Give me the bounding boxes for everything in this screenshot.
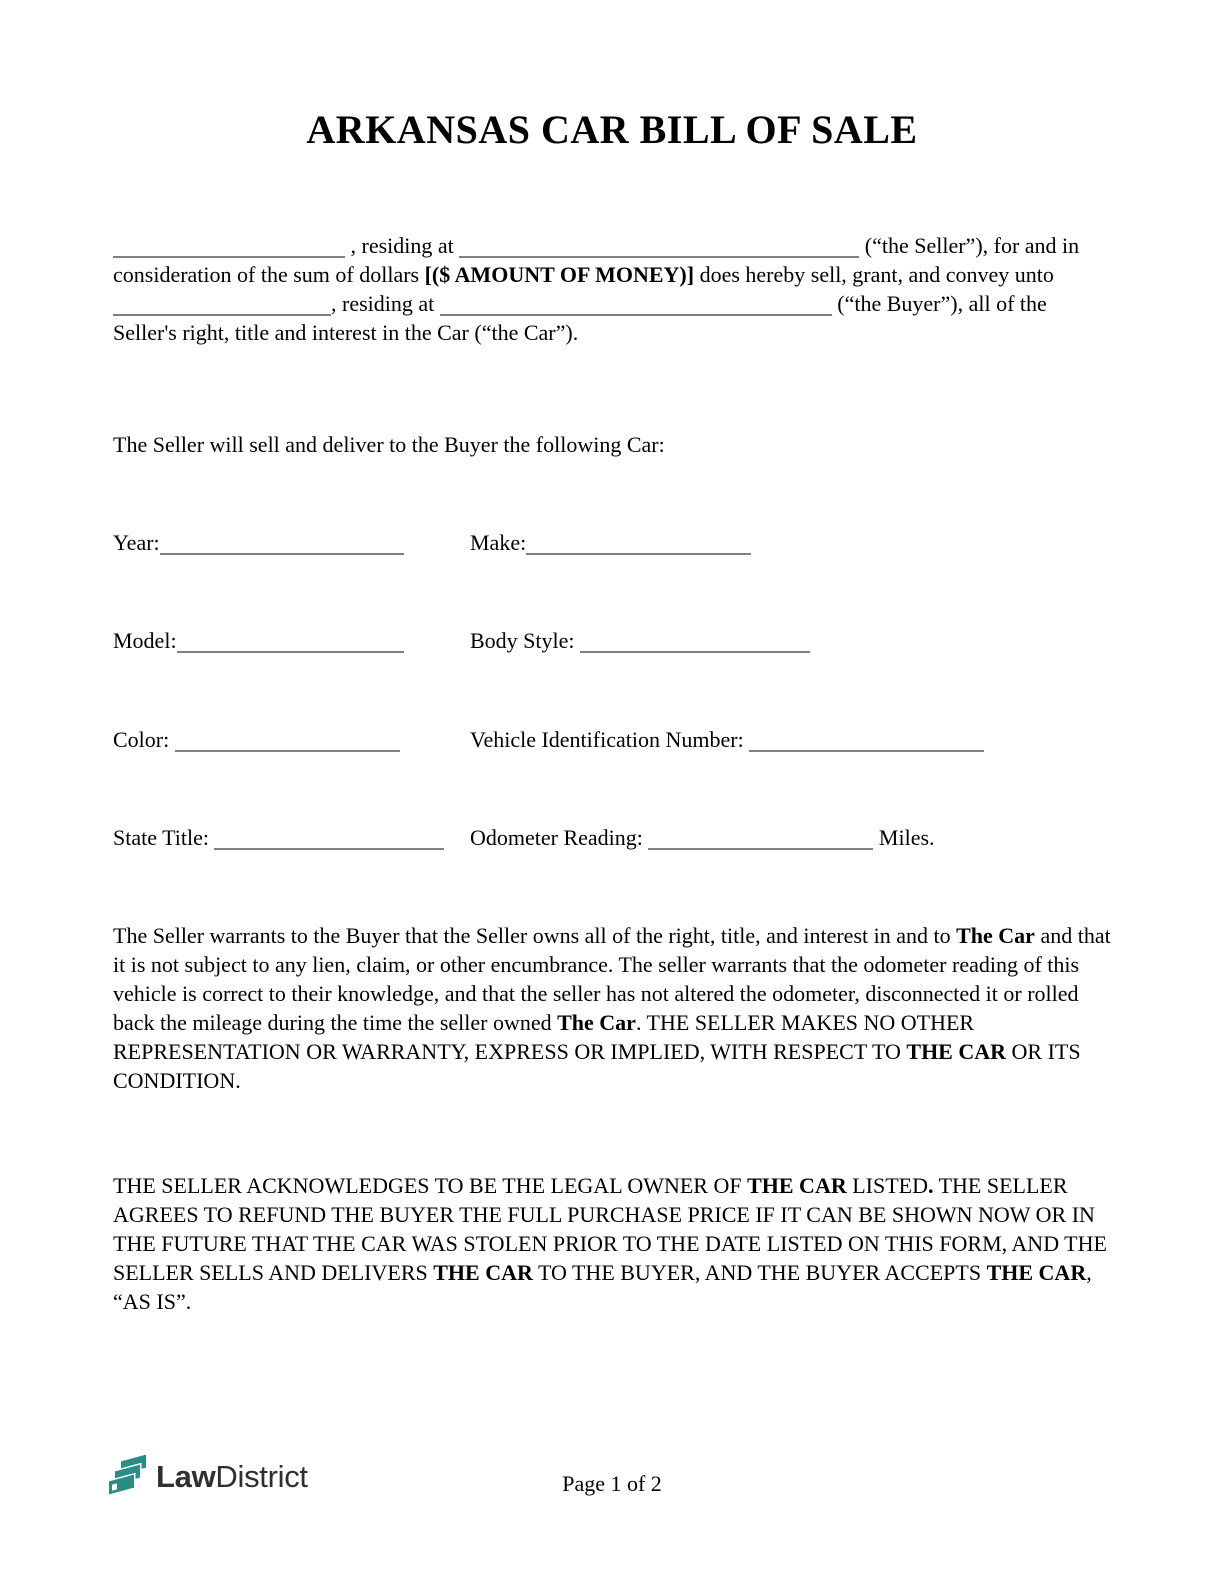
make-label: Make:: [470, 530, 527, 555]
year-field: [113, 528, 404, 557]
warranty-text-1: The Seller warrants to the Buyer that the Seller owns all of the right, title, and interest in and to: [113, 923, 957, 948]
model-label: Model:: [113, 628, 177, 653]
year-label: Year:: [113, 530, 160, 555]
vin-field: [470, 725, 984, 754]
warranty-bold-1: The Car: [956, 923, 1035, 948]
logo-law-word: Law: [156, 1459, 216, 1494]
state-title-blank[interactable]: [214, 832, 444, 850]
intro-text-2: (“the Seller”), for and in consideration of the sum of dollars: [113, 233, 1080, 287]
ack-text-2: LISTED: [846, 1173, 928, 1198]
warranty-text-3: . THE SELLER MAKES NO OTHER REPRESENTATION OR WARRANTY, EXPRESS OR IMPLIED, WITH RESPECT TO: [113, 1010, 975, 1064]
amount-of-money-placeholder: [($ AMOUNT OF MONEY)]: [424, 262, 695, 287]
color-label: Color:: [113, 727, 175, 752]
intro-paragraph: [113, 231, 1113, 347]
ack-text-5: , “AS IS”.: [113, 1260, 1092, 1314]
odometer-field: [470, 823, 935, 852]
make-field: [470, 528, 751, 557]
logo-district-word: District: [215, 1459, 308, 1494]
page-number: Page 1 of 2: [562, 1471, 662, 1496]
warranty-bold-3: THE CAR: [906, 1039, 1007, 1064]
model-blank[interactable]: [177, 635, 404, 653]
row-year-make: [113, 528, 1113, 560]
odometer-label: Odometer Reading:: [470, 825, 649, 850]
body-style-blank[interactable]: [580, 635, 810, 653]
warranty-text-4: OR ITS CONDITION.: [113, 1039, 1081, 1093]
state-title-label: State Title:: [113, 825, 215, 850]
body-style-field: [470, 626, 810, 655]
warranty-bold-2: The Car: [557, 1010, 636, 1035]
ack-text-4: TO THE BUYER, AND THE BUYER ACCEPTS: [532, 1260, 987, 1285]
buyer-address-blank[interactable]: [440, 298, 832, 316]
year-blank[interactable]: [160, 537, 404, 555]
ack-text-3: THE SELLER AGREES TO REFUND THE BUYER THE FULL PURCHASE PRICE IF IT CAN BE SHOWN NOW OR IN THE FUTURE THAT THE CAR WAS STOLEN PRIOR TO THE DATE LISTED ON THIS FORM, AND THE SELLER SELLS AND DELIVERS: [113, 1173, 1107, 1285]
intro-text-1: , residing at: [345, 233, 460, 258]
acknowledgment-paragraph: [113, 1171, 1113, 1316]
row-statetitle-odometer: [113, 823, 1113, 855]
seller-name-blank[interactable]: [113, 240, 345, 258]
color-field: [113, 725, 400, 754]
row-model-bodystyle: [113, 626, 1113, 658]
ack-bold-2: THE CAR: [433, 1260, 533, 1285]
intro-text-5: (“the Buyer”), all of the Seller's right, title and interest in the Car (“the Car”).: [113, 291, 1047, 345]
body-style-label: Body Style:: [470, 628, 581, 653]
buyer-name-blank[interactable]: [113, 298, 331, 316]
odometer-blank[interactable]: [648, 832, 873, 850]
color-blank[interactable]: [175, 734, 400, 752]
ack-bold-period: .: [927, 1173, 934, 1198]
ack-bold-1: THE CAR: [747, 1173, 847, 1198]
miles-suffix: Miles.: [873, 825, 935, 850]
make-blank[interactable]: [526, 537, 751, 555]
model-field: [113, 626, 404, 655]
page-title: ARKANSAS CAR BILL OF SALE: [306, 107, 918, 152]
row-color-vin: [113, 725, 1113, 757]
warranty-text-2: and that it is not subject to any lien, claim, or other encumbrance. The seller warrants that the odometer reading of this vehicle is correct to their knowledge, and that the seller has not altered the odometer, disconnected it or rolled back the mileage during the time the seller owned: [113, 923, 1111, 1035]
seller-address-blank[interactable]: [459, 240, 859, 258]
warranty-paragraph: [113, 921, 1113, 1095]
vin-label: Vehicle Identification Number:: [470, 727, 750, 752]
ack-text-1: THE SELLER ACKNOWLEDGES TO BE THE LEGAL OWNER OF: [113, 1173, 748, 1198]
ack-bold-3: THE CAR: [986, 1260, 1087, 1285]
vin-blank[interactable]: [749, 734, 984, 752]
sell-deliver-line: The Seller will sell and deliver to the Buyer the following Car:: [113, 432, 665, 457]
intro-text-3: does hereby sell, grant, and convey unto: [694, 262, 1054, 287]
state-title-field: [113, 823, 444, 852]
intro-text-4: , residing at: [331, 291, 440, 316]
